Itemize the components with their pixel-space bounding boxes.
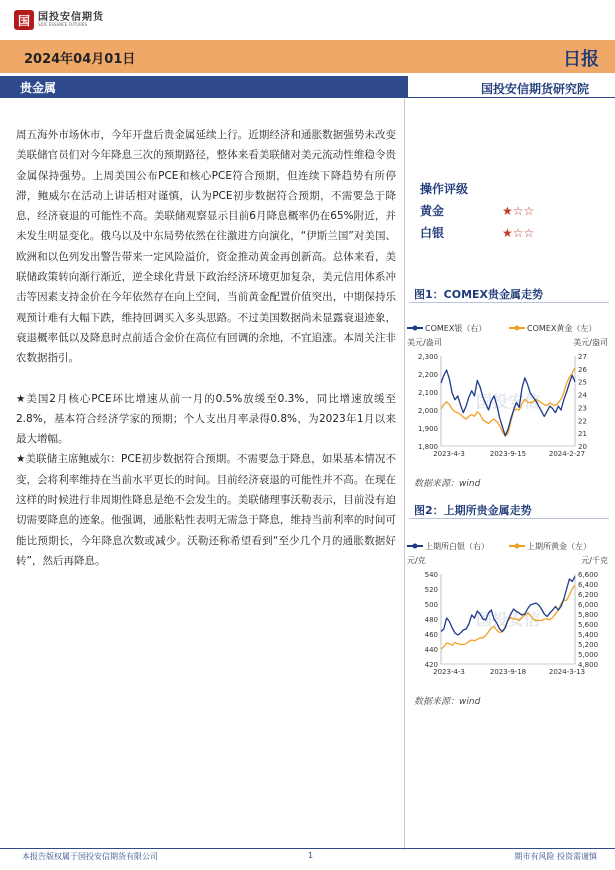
figure-1-rule (409, 302, 609, 303)
header-divider (408, 97, 615, 98)
x-tick-label: 2023-4-3 (433, 668, 465, 676)
company-logo (14, 9, 104, 31)
y-tick-label-right: 20 (578, 443, 587, 451)
y-tick-label-left: 2,300 (417, 353, 438, 361)
figure-2-source: 数据来源：wind (414, 697, 481, 707)
y-tick-label-right: 4,800 (578, 661, 599, 669)
paragraph-fed: ★美联储主席鲍威尔：PCE初步数据符合预期。不需要急于降息，如果基本情况不变，会将利率维持在当前水平更长的时间。目前经济衰退的可能性并不高。在现在这样的时候进行非周期性降息是绝不会发生的。美联储理事沃勒表示，目前没有迫切需要降息的迹象。他强调，通胀粘性表明无需急于降息，维持当前利率的时间可能比预期长，今年降息次数或减少。沃勒还称希望看到“至少几个月的通胀数据好转”，然后再降息。 (16, 453, 396, 567)
comex-chart (405, 318, 610, 468)
y-tick-label-left: 500 (424, 601, 438, 609)
figure-2-title: 图2：上期所贵金属走势 (414, 504, 532, 517)
institution-name: 国投安信期货研究院 (480, 82, 589, 96)
y-tick-label-left: 1,900 (417, 425, 438, 433)
legend-label: 上期所黄金（左） (527, 542, 591, 551)
footer-copyright: 本报告版权属于国投安信期货有限公司 (22, 852, 158, 861)
y-tick-label-right: 5,200 (578, 641, 599, 649)
y-tick-label-right: 6,000 (578, 601, 599, 609)
footer-divider (0, 848, 615, 849)
x-tick-label: 2024-2-27 (548, 450, 586, 458)
report-type: 日报 (563, 49, 599, 70)
rating-panel (420, 180, 600, 244)
y-tick-label-left: 420 (424, 661, 438, 669)
y-tick-label-right: 5,000 (578, 651, 599, 659)
rating-row-silver (420, 222, 600, 244)
report-date: 2024年04月01日 (24, 52, 136, 67)
y-tick-label-right: 5,600 (578, 621, 599, 629)
axis-unit-left: 美元/盎司 (407, 338, 442, 347)
rating-name: 白银 (420, 226, 445, 240)
y-tick-label-right: 26 (578, 365, 587, 374)
y-tick-label-right: 5,400 (578, 631, 599, 639)
y-tick-label-left: 520 (424, 586, 438, 594)
figure-2-rule (409, 518, 609, 519)
legend-marker (515, 544, 520, 549)
legend-marker (515, 326, 520, 331)
y-tick-label-right: 6,600 (578, 571, 599, 579)
watermark: 国投安信 (475, 610, 541, 629)
y-tick-label-left: 2,200 (417, 371, 438, 379)
y-tick-label-left: 2,000 (417, 407, 438, 415)
star-rating-icon: ★☆☆ (502, 226, 535, 240)
sector-label: 贵金属 (20, 81, 57, 95)
logo-en: SDIC ESSENCE FUTURES (38, 22, 88, 27)
main-content (16, 125, 396, 571)
legend-label: COMEX黄金（左） (527, 324, 597, 333)
logo-cn: 国投安信期货 (38, 12, 104, 23)
y-tick-label-left: 440 (424, 646, 438, 654)
legend-label: COMEX银（右） (425, 324, 487, 333)
paragraph-pce: ★美国2月核心PCE环比增速从前一月的0.5%放缓至0.3%，同比增速放缓至2.8%，基本符合经济学家的预期；个人支出月率录得0.8%，为2023年1月以来最大增幅。 (16, 392, 396, 446)
legend-marker (413, 326, 418, 331)
rating-title: 操作评级 (420, 182, 469, 196)
figure-1-title: 图1：COMEX贵金属走势 (414, 288, 544, 301)
legend-label: 上期所白银（右） (425, 542, 489, 551)
y-tick-label-left: 2,100 (417, 389, 438, 397)
x-tick-label: 2024-3-13 (548, 668, 586, 676)
axis-unit-right: 元/千克 (581, 556, 608, 565)
star-rating-icon: ★☆☆ (502, 204, 535, 218)
y-tick-label-right: 5,800 (578, 611, 599, 619)
y-tick-label-left: 1,800 (417, 443, 438, 451)
page-number: 1 (308, 851, 314, 860)
x-tick-label: 2023-4-3 (433, 450, 465, 458)
y-tick-label-left: 540 (424, 571, 438, 579)
y-tick-label-right: 23 (578, 404, 587, 413)
y-tick-label-right: 25 (578, 378, 587, 387)
rating-name: 黄金 (420, 204, 445, 218)
x-tick-label: 2023-9-15 (489, 450, 527, 458)
shfe-chart (405, 536, 610, 686)
y-tick-label-right: 27 (578, 353, 587, 361)
y-tick-label-right: 6,200 (578, 591, 599, 599)
x-tick-label: 2023-9-18 (489, 668, 527, 676)
footer-disclaimer: 期市有风险 投资需谨慎 (514, 852, 597, 861)
logo-text (38, 13, 104, 27)
sector-bar (0, 76, 408, 98)
paragraph-summary: 周五海外市场休市，今年开盘后贵金属延续上行。近期经济和通胀数据强势未改变美联储官员们对今年降息三次的预期路径，整体来看美联储对美元流动性维稳令贵金属保持强势。上周美国公布PCE和核心PCE符合预期，但连续下降趋势有所停滞，鲍威尔在活动上讲话相对谨慎，认为PCE初步数据符合预期，不需要急于降息，经济衰退的可能性不高。美联储观察显示目前6月降息概率仍在65%附近，并未发生明显变化。俄乌以及中东局势依然在往激进方向演化，“伊斯兰国”对美国、欧洲和以色列发出警告带来一定风险溢价，资金推动黄金再创新高。总体来看，美联储政策转向渐行渐近，逆全球化背景下政治经济环境更加复杂，美元信用体系冲击等因素支持金价在今年依然存在向上空间，当前黄金配置价值突出，中期保持乐观预计难有大幅下跌，维持回调买入多头思路。不过美国数据尚未显露衰退迹象，衰退概率低以及降息时点前适合金价在高位有回调的余地，不宜追涨。本周关注非农数据指引。 (16, 129, 396, 365)
y-tick-label-right: 22 (578, 417, 587, 426)
y-tick-label-right: 6,400 (578, 581, 599, 589)
legend-marker (413, 544, 418, 549)
axis-unit-right: 美元/盎司 (573, 338, 608, 347)
rating-row-gold (420, 200, 600, 222)
y-tick-label-right: 24 (578, 391, 587, 400)
column-divider (404, 98, 405, 850)
y-tick-label-right: 21 (578, 430, 587, 439)
y-tick-label-left: 460 (424, 631, 438, 639)
figure-1-source: 数据来源：wind (414, 479, 481, 489)
y-tick-label-left: 480 (424, 616, 438, 624)
watermark: 国投安信 (475, 392, 541, 411)
axis-unit-left: 元/克 (407, 556, 426, 565)
logo-mark: 国 (14, 10, 34, 30)
